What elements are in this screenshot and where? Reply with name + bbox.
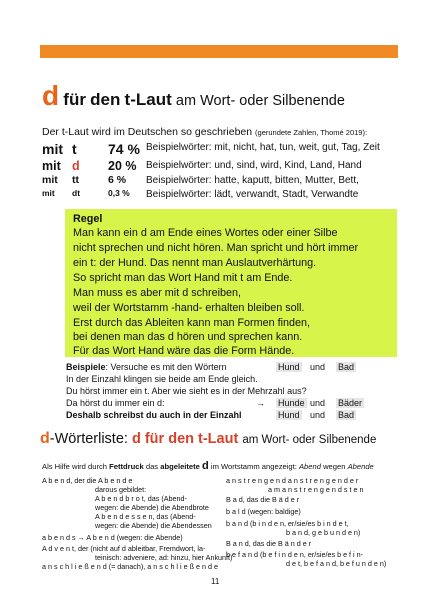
examples-line (66, 410, 355, 420)
word-entry: A b e n d b r o t, das (Abend- (95, 494, 187, 503)
stat-examples: Beispielwörter: und, sind, wird, Kind, Land, Hand (146, 160, 362, 171)
title-d: d (42, 80, 60, 111)
example-word: Bad (338, 362, 355, 372)
rule-line: Man muss es aber mit d schreiben, (73, 287, 242, 299)
examples-line (66, 398, 363, 408)
wordlist-title-b: d für den t-Laut (131, 431, 239, 447)
word-entry: B a n d, das die B ä n d e r (226, 539, 312, 548)
word-entry: a n s t r e n g e n d a n s t r e n g e n d e r (226, 476, 359, 485)
stat-letter: dt (72, 188, 81, 198)
word-entry: wegen: die Abende) die Abendessen (95, 521, 212, 530)
stat-examples: Beispielwörter: hatte, kaputt, bitten, Mutter, Bett, (146, 175, 359, 186)
word-entry: a m a n s t r e n g e n d s t e n (268, 485, 364, 494)
wordlist-title-d: d (40, 430, 50, 447)
word-entry: A b e n d, der die A b e n d e (42, 476, 133, 485)
example-und: und (310, 410, 326, 420)
stat-letter: tt (72, 174, 79, 186)
examples-label: Beispiele (66, 362, 106, 372)
help-text: das (145, 462, 159, 471)
title-rest: am Wort- oder Silbenende (175, 93, 345, 109)
rule-line: ein t: der Hund. Das nennt man Auslautverhärtung. (73, 257, 317, 269)
rule-box (65, 209, 397, 357)
wordlist-title-a: -Wörterliste: (49, 431, 128, 447)
example-und: und (310, 362, 326, 372)
rule-line: Für das Wort Hand wäre das die Form Hände. (73, 345, 295, 357)
examples-text: Da hörst du immer ein d: (66, 398, 165, 408)
title-den: den (90, 90, 121, 109)
example-word: Hunde (278, 398, 305, 408)
intro-text (42, 126, 367, 138)
stat-mit: mit (42, 159, 61, 173)
rule-line: bei denen man das d hören und sprechen kann. (73, 331, 303, 343)
help-text: Als Hilfe wird durch (42, 462, 107, 471)
help-d: d (202, 460, 209, 472)
title-tlaut: t-Laut (124, 90, 172, 109)
help-text: im Wortstamm angezeigt: (210, 462, 297, 471)
rule-line: Erst durch das Ableiten kann man Formen finden, (73, 317, 311, 329)
word-entry: A d v e n t, der (nicht auf d ableitbar, Fremdwort, la- (42, 544, 206, 553)
word-entry: b a n d, g e b u n d e n) (286, 528, 361, 537)
word-entry: A b e n d e s s e n, das (Abend- (95, 512, 196, 521)
title-fuer: für (63, 90, 86, 109)
wordlist-title (40, 430, 376, 448)
intro-note: (gerundete Zahlen, Thomé 2019): (255, 128, 368, 137)
word-entry: darous gebildet: (95, 485, 147, 494)
rule-line: nicht sprechen und nicht hören. Man spricht und hört immer (73, 242, 359, 254)
stat-mit: mit (42, 188, 55, 198)
example-word: Hund (278, 362, 300, 372)
word-entry: b e f a n d (b e f i n d e n, er/sie/es b e f i n- (226, 550, 364, 559)
help-example: Abende (347, 462, 374, 471)
stat-examples: Beispielwörter: mit, nicht, hat, tun, weit, gut, Tag, Zeit (146, 142, 380, 153)
word-entry: wegen: die Abende) die Abendbrote (95, 503, 209, 512)
stat-letter: t (72, 141, 77, 157)
rule-heading: Regel (73, 213, 103, 225)
stat-mit: mit (42, 174, 58, 186)
word-entry: b a l d (wegen: baldige) (226, 507, 301, 516)
wordlist-title-c: am Wort- oder Silbenende (242, 434, 377, 446)
word-entry: a n s c h l i e ß e n d (= danach), a n s c h l i e ß e n d e (42, 562, 218, 571)
page-number: 11 (211, 577, 220, 586)
word-entry: d e t, b e f a n d, b e f u n d e n) (286, 559, 387, 568)
example-word: Bad (338, 410, 355, 420)
examples-line: In der Einzahl klingen sie beide am Ende gleich. (66, 374, 258, 384)
examples-line (66, 362, 355, 372)
word-entry: b a n d (b i n d e n, er/sie/es b i n d e t, (226, 519, 349, 528)
example-und: und (310, 398, 326, 408)
word-entry: B a d, das die B ä d e r (226, 495, 300, 504)
help-line (42, 460, 374, 472)
examples-line: Du hörst immer ein t. Aber wie sieht es in der Mehrzahl aus? (66, 386, 307, 396)
help-bold: abgeleitete (160, 462, 200, 471)
stat-percent: 0,3 % (108, 188, 130, 198)
header-bar (40, 45, 398, 58)
help-bold: Fettdruck (109, 462, 144, 471)
stat-letter: d (72, 159, 80, 173)
stat-percent: 74 % (108, 141, 140, 157)
page-title (42, 80, 345, 112)
example-word: Hund (278, 410, 300, 420)
help-example: Abend (298, 462, 321, 471)
example-word: Bäder (338, 398, 363, 408)
stat-percent: 6 % (108, 174, 127, 186)
examples-text: Deshalb schreibst du auch in der Einzahl (66, 410, 242, 420)
rule-line: weil der Wortstamm -hand- erhalten bleiben soll. (73, 302, 305, 314)
stat-percent: 20 % (108, 159, 137, 173)
word-entry: teinisch: adveniere, ad: hinzu, hier Ankunft) (95, 553, 233, 562)
word-entry: a b e n d s → A b e n d (wegen: die Abende) (42, 533, 183, 542)
rule-line: Man kann ein d am Ende eines Wortes oder einer Silbe (73, 227, 338, 239)
intro-main: Der t-Laut wird im Deutschen so geschrieben (42, 126, 253, 138)
stat-mit: mit (42, 141, 63, 157)
rule-line: So spricht man das Wort Hand mit t am Ende. (73, 272, 293, 284)
stat-examples: Beispielwörter: lädt, verwandt, Stadt, Verwandte (146, 189, 359, 200)
help-text: wegen (323, 462, 346, 471)
arrow-icon: → (256, 398, 265, 408)
examples-text: : Versuche es mit den Wörtern (105, 362, 227, 372)
